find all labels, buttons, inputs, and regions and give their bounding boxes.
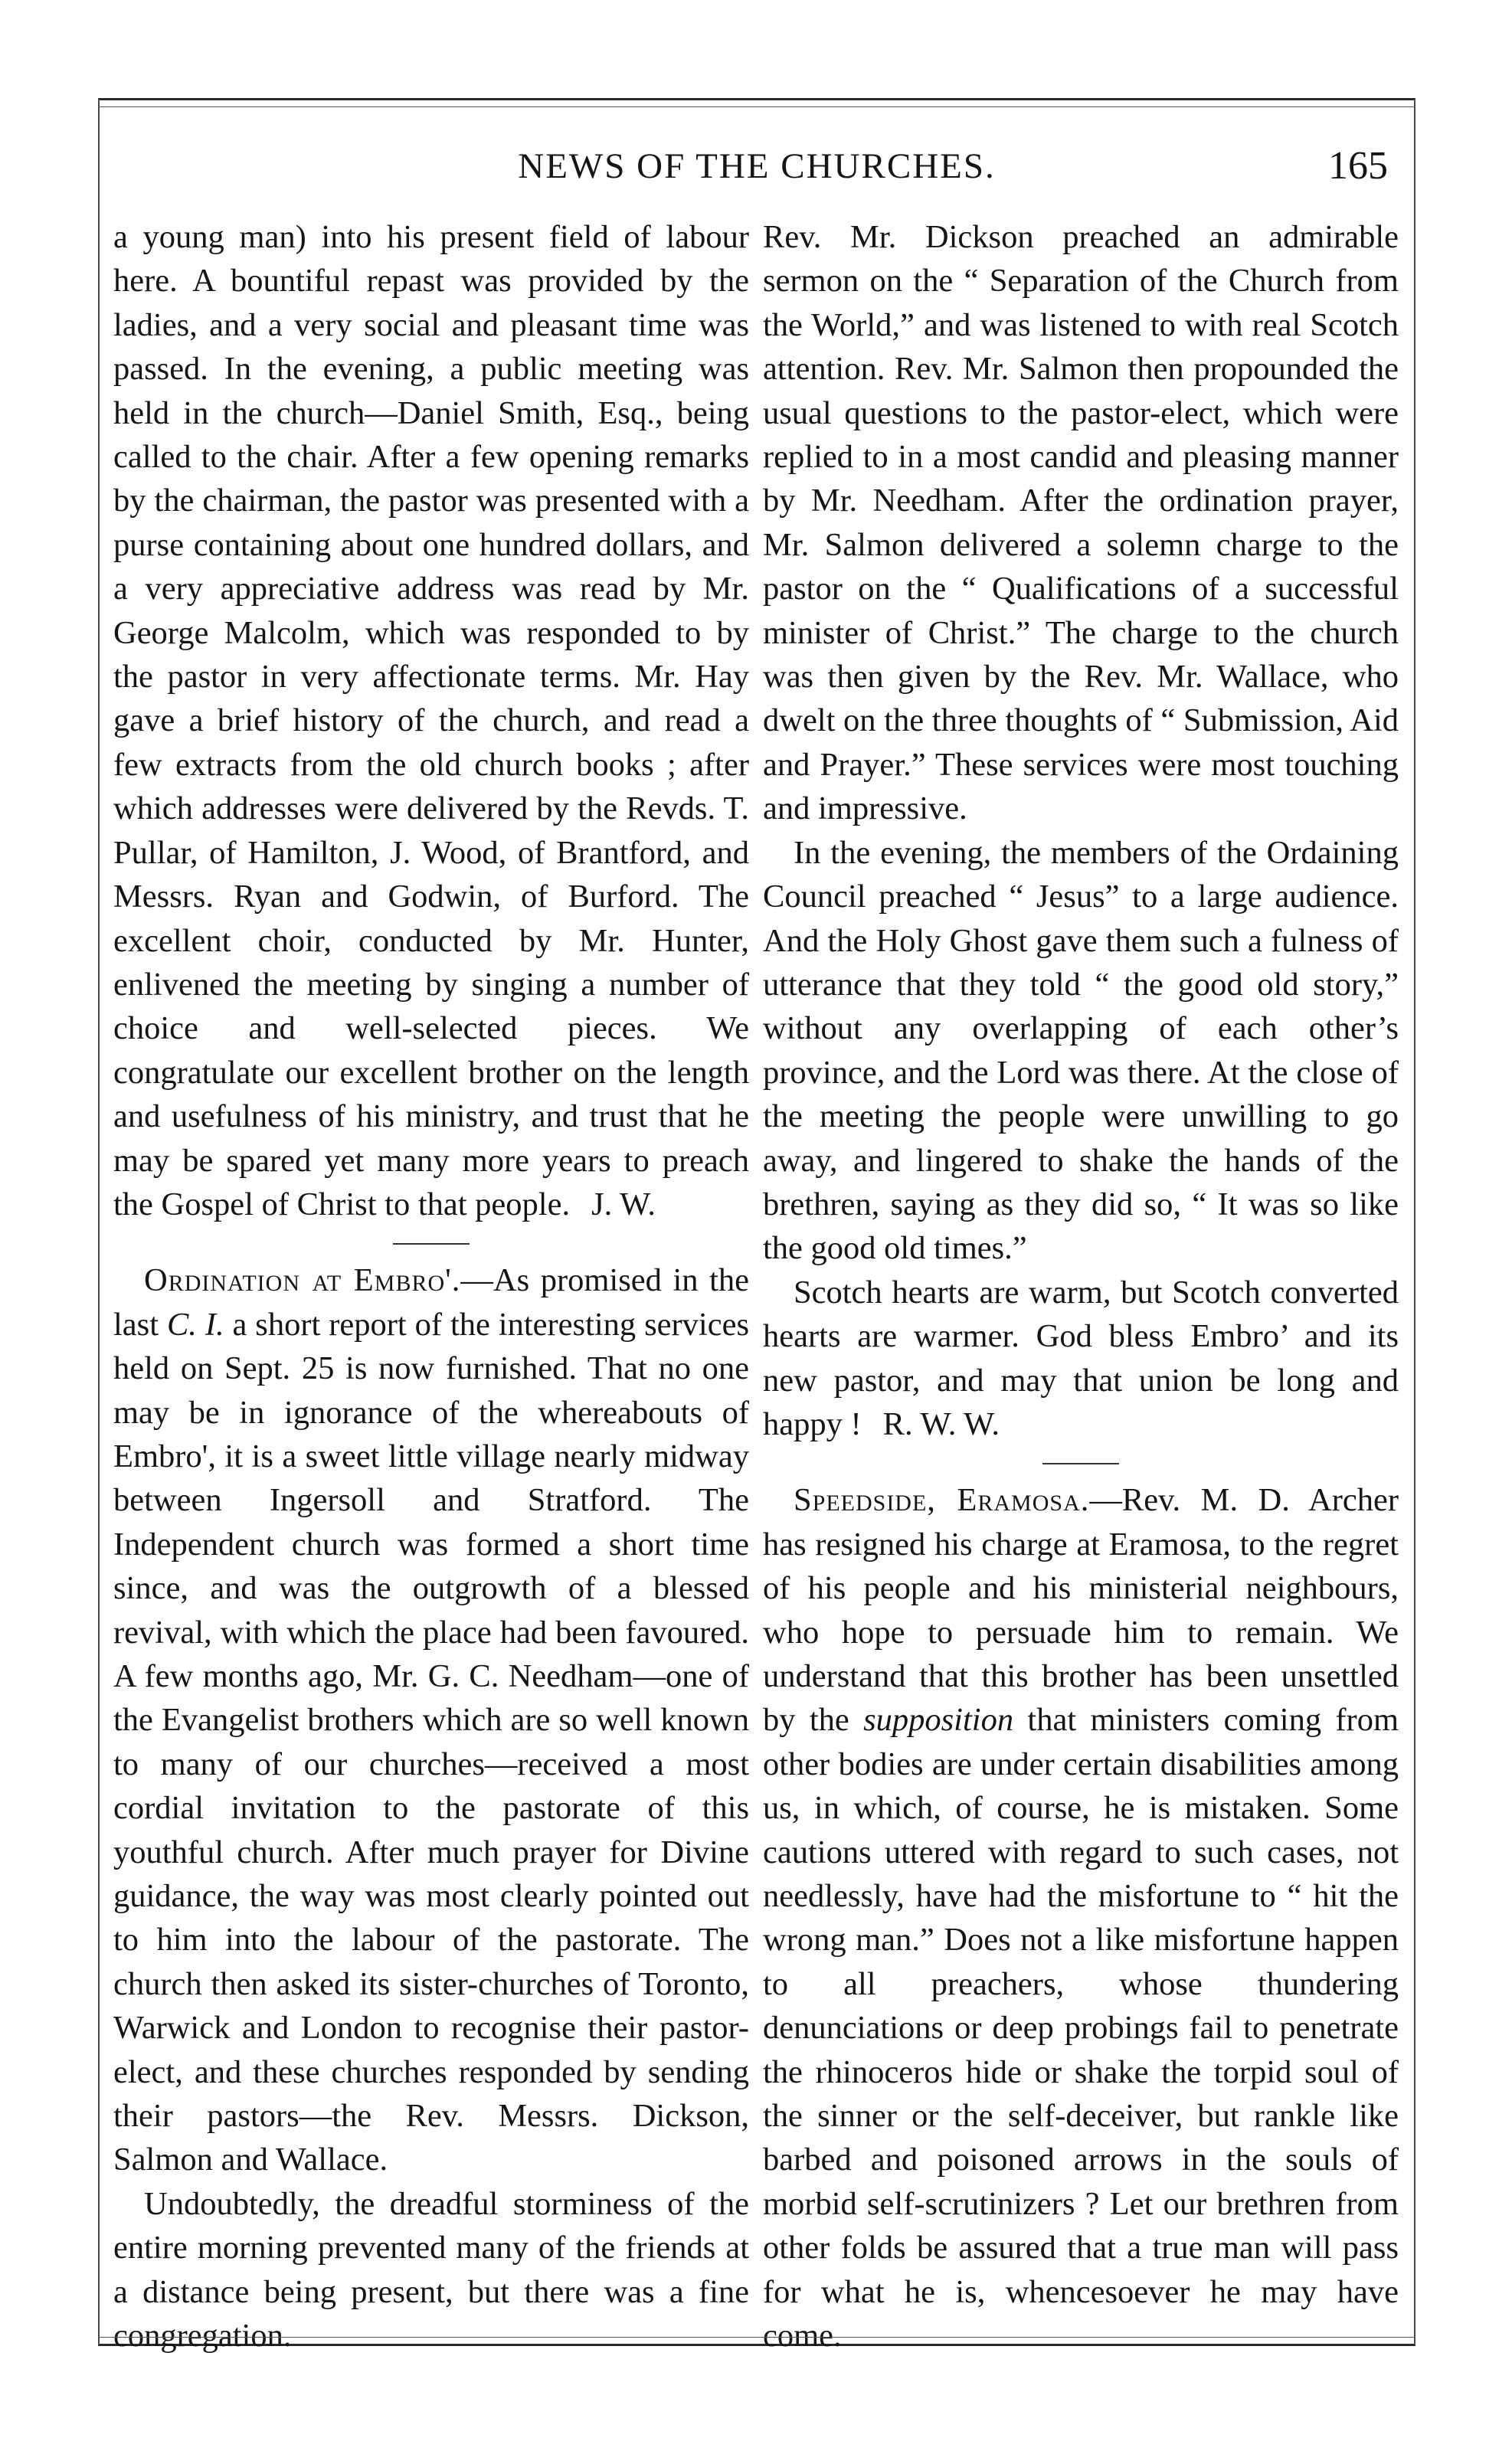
right-paragraph-2: In the evening, the members of the Ordaining Council preached “ Jesus” to a large audience. And the Holy Ghost gave them such a fulness of utterance that they told “ the good old story,” without any overlapping of each other’s province, and the Lord was there. At the close of the meeting the people were unwilling to go away, and lingered to shake the hands of the brethren, saying as they did so, “ It was so like the good old times.” bbox=[763, 834, 1399, 1267]
article-ordination-embro bbox=[113, 1258, 749, 2182]
article-ordination-text-a: —As promised in the last bbox=[113, 1262, 750, 1343]
article-ordination-ci: C. I. bbox=[166, 1306, 224, 1343]
left-paragraph-1 bbox=[113, 215, 749, 1226]
text-columns bbox=[113, 215, 1399, 2354]
article-separator bbox=[393, 1243, 470, 1245]
running-title: NEWS OF THE CHURCHES. bbox=[518, 146, 996, 186]
page-frame bbox=[98, 98, 1415, 2354]
article-speedside bbox=[763, 1478, 1399, 2358]
running-head bbox=[100, 136, 1414, 197]
article-separator bbox=[1042, 1463, 1119, 1464]
right-paragraph-1: Rev. Mr. Dickson preached an admirable sermon on the “ Separation of the Church from the World,” and was listened to with real Scotch attention. Rev. Mr. Salmon then propounded the usual questions to the pastor-elect, which were replied to in a most candid and pleasing manner by Mr. Needham. After the ordination prayer, Mr. Salmon delivered a solemn charge to the pastor on the “ Qualifications of a successful minister of Christ.” The charge to the church was then given by the Rev. Mr. Wallace, who dwelt on the three thoughts of “ Submission, Aid and Prayer.” These services were most touching and impressive. bbox=[763, 219, 1399, 827]
bottom-rule bbox=[100, 2337, 1414, 2338]
signature-jw: J. W. bbox=[591, 1186, 656, 1222]
left-paragraph-1-text: a young man) into his present field of labour here. A bountiful repast was provided by the ladies, and a very social and pleasant time was passed. In the evening, a public meeting was held in the church—Daniel Smith, Esq., being called to the chair. After a few opening remarks by the chairman, the pastor was presented with a purse containing about one hundred dollars, and a very appreciative address was read by Mr. George Malcolm, which was responded to by the pastor in very affectionate terms. Mr. Hay gave a brief history of the church, and read a few extracts from the old church books ; after which addresses were delivered by the Revds. T. Pullar, of Hamilton, J. Wood, of Brantford, and Messrs. Ryan and Godwin, of Burford. The excellent choir, conducted by Mr. Hunter, enlivened the meeting by singing a number of choice and well-selected pieces. We congratulate our excellent brother on the length and usefulness of his ministry, and trust that he may be spared yet many more years to preach the Gospel of Christ to that people. bbox=[113, 219, 749, 1222]
right-paragraph-3 bbox=[763, 1271, 1399, 1447]
article-heading-ordination: Ordination at Embro'. bbox=[144, 1262, 461, 1299]
article-speedside-text-b: that ministers coming from other bodies are under certain disabilities among us, in which, of course, he is mistaken. Some cautions uttered with regard to such cases, not needlessly, have had the misfortune to “ hit the wrong man.” Does not a like misfortune happen to all preachers, whose thundering denunciations or deep probings fail to penetrate the rhinoceros hide or shake the torpid soul of the sinner or the self-deceiver, but rankle like barbed and poisoned arrows in the souls of morbid self-scrutinizers ? Let our brethren from other folds be assured that a true man will pass for what he is, whencesoever he may have come. bbox=[763, 1702, 1399, 2354]
right-paragraph-3-text: Scotch hearts are warm, but Scotch converted hearts are warmer. God bless Embro’ and its new pastor, and may that union be long and happy ! bbox=[763, 1274, 1399, 1442]
article-speedside-italic: supposition bbox=[863, 1702, 1014, 1739]
article-speedside-text-a: —Rev. M. D. Archer has resigned his charge at Eramosa, to the regret of his people and his ministerial neighbours, who hope to persuade him to remain. We understand that this brother has been unsettled by the bbox=[763, 1482, 1399, 1739]
page-number: 165 bbox=[1328, 144, 1388, 188]
article-ordination-text-b: a short report of the interesting services held on Sept. 25 is now furnished. That no one may be in ignorance of the whereabouts of Embro', it is a sweet little village nearly midway between Ingersoll and Stratford. The Independent church was formed a short time since, and was the outgrowth of a blessed revival, with which the place had been favoured. A few months ago, Mr. G. C. Needham—one of the Evangelist brothers which are so well known to many of our churches—received a most cordial invitation to the pastorate of this youthful church. After much prayer for Divine guidance, the way was most clearly pointed out to him into the labour of the pastorate. The church then asked its sister-churches of Toronto, Warwick and London to recognise their pastor-elect, and these churches responded by sending their pastors—the Rev. Messrs. Dickson, Salmon and Wallace. bbox=[113, 1306, 749, 2178]
left-column bbox=[113, 215, 750, 2354]
top-rule bbox=[100, 106, 1414, 107]
signature-rww: R. W. W. bbox=[882, 1405, 1000, 1442]
article-heading-speedside: Speedside, Eramosa. bbox=[794, 1482, 1090, 1519]
right-column bbox=[763, 215, 1399, 2354]
left-paragraph-3: Undoubtedly, the dreadful storminess of the entire morning prevented many of the friends at a distance being present, but there was a fine congregation. bbox=[113, 2185, 749, 2354]
